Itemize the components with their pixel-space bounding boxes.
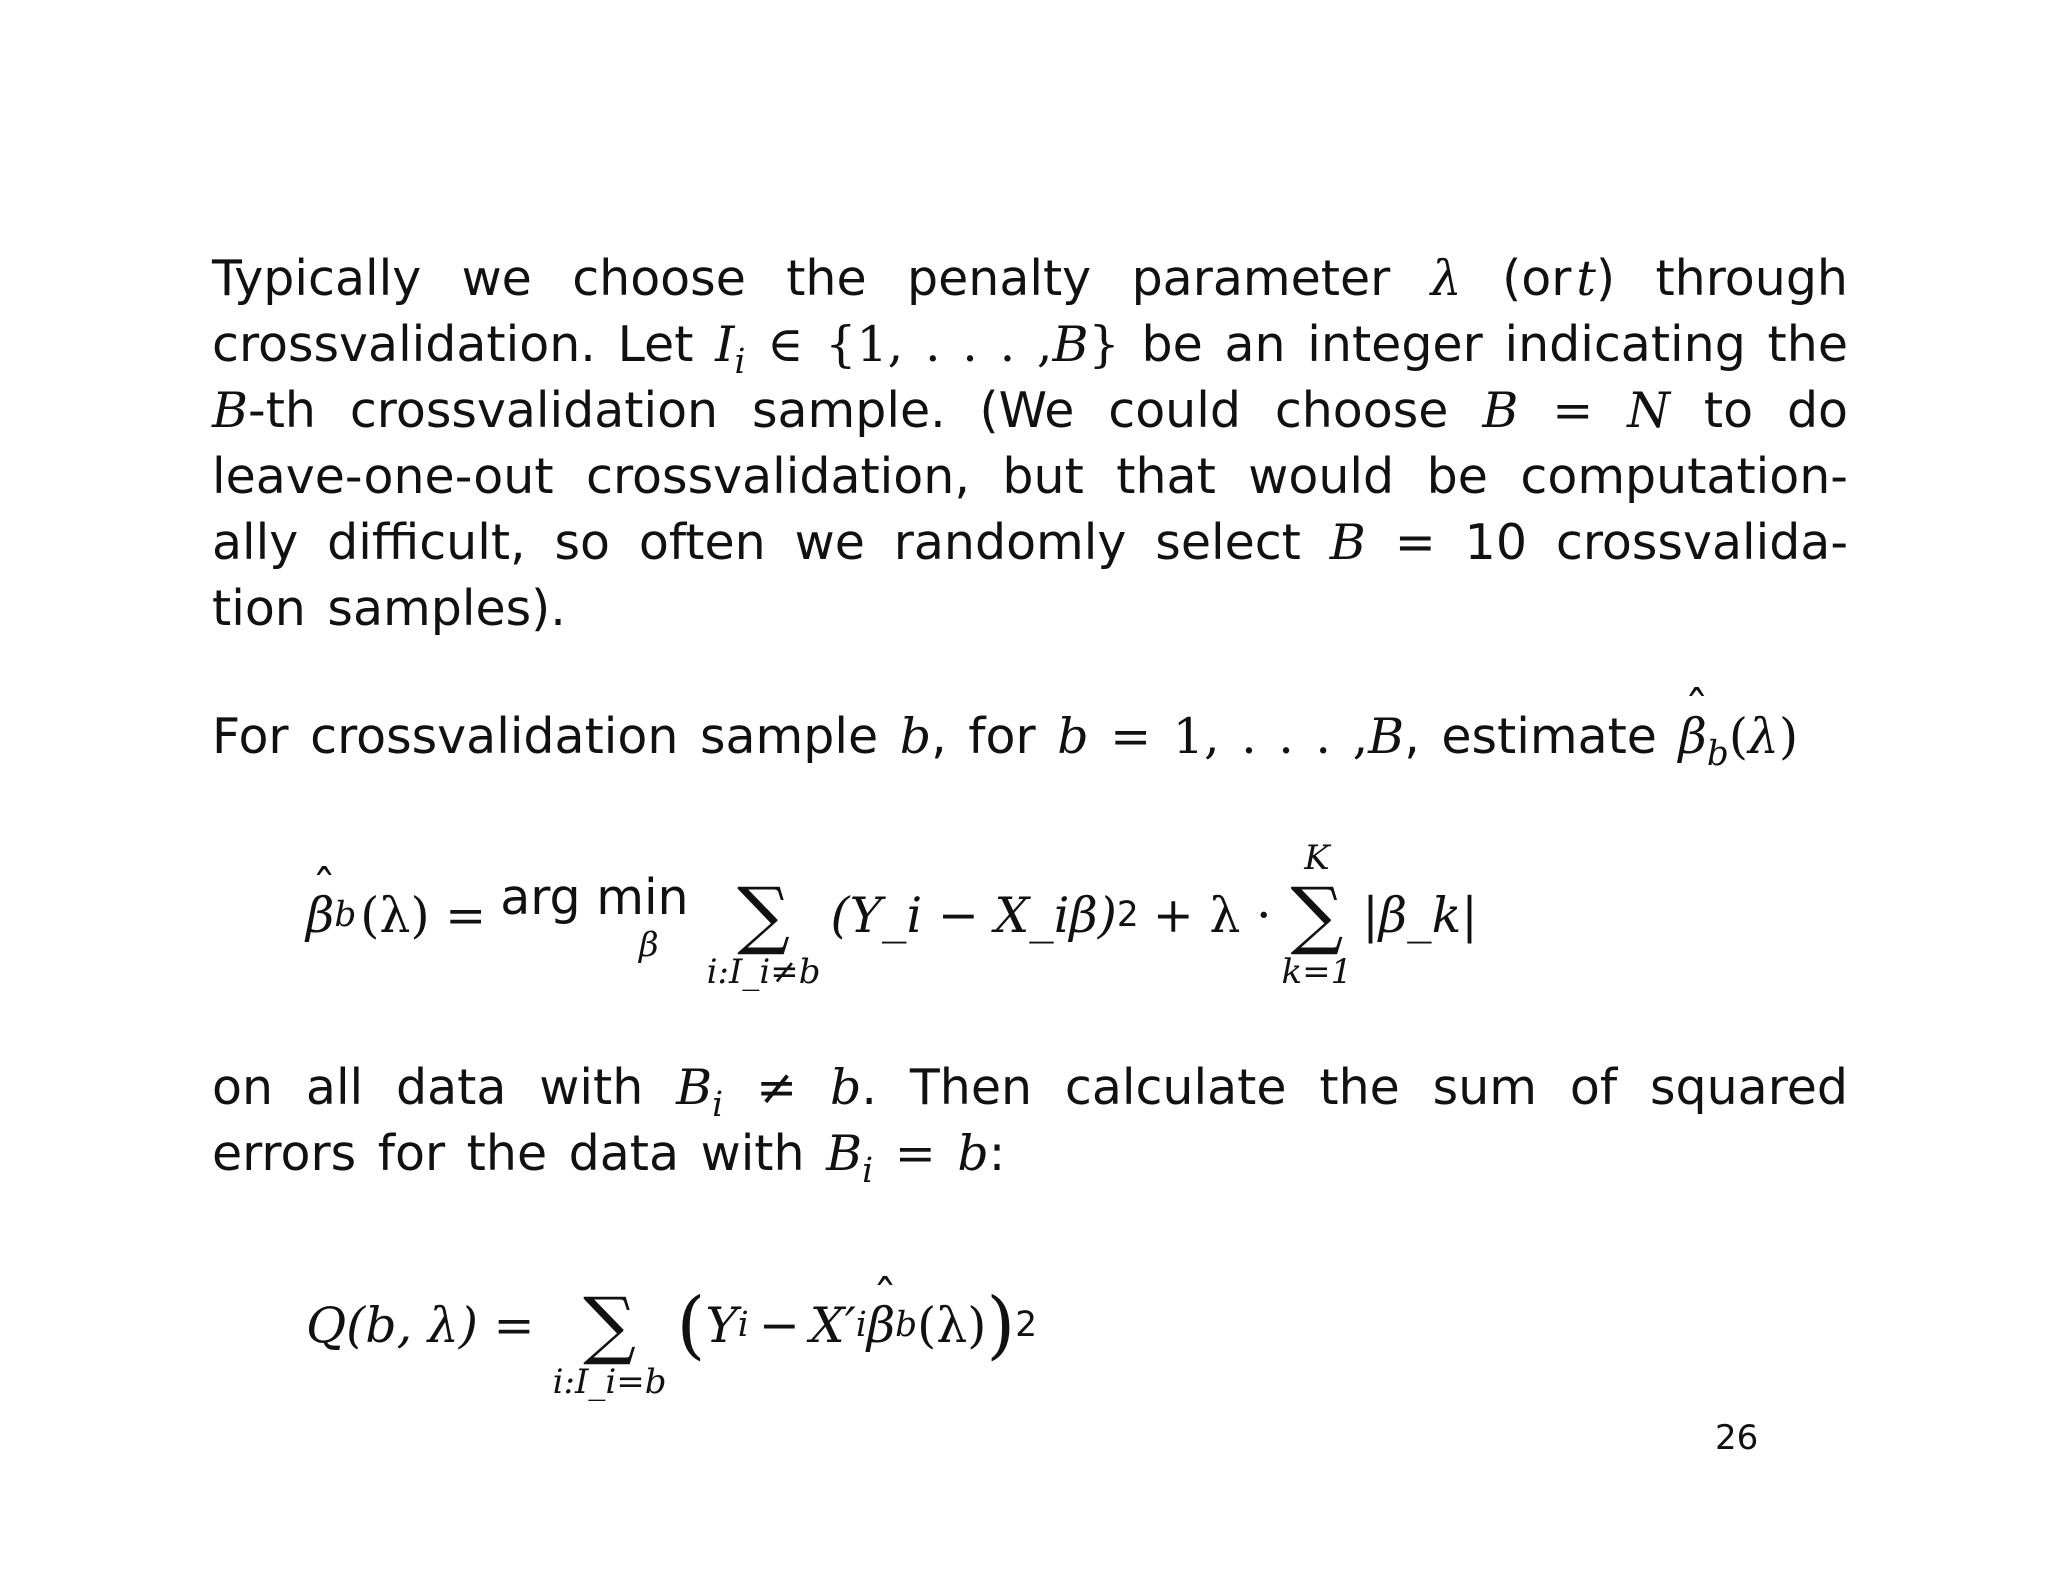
plus-lambda: + λ · — [1152, 886, 1272, 944]
p1-line-2: crossvalidation. Let $I_i$ ∈ {1, . . . ,B} be an integer indicating the — [212, 316, 1848, 382]
left-paren: ( — [676, 1282, 706, 1368]
p1-line-5: ally difficult, so often we randomly select B = 10 crossvalida- — [212, 514, 1849, 571]
squared-term: (Y_i − X_iβ) — [830, 886, 1117, 944]
abs-beta-k: |β_k| — [1362, 886, 1478, 944]
p1-line-1: Typically we choose the penalty parameter λ (or t) through — [212, 250, 1848, 307]
equation-lasso-estimate: ˆ β b (λ) = arg min β ∑ i:I_i≠b (Y_i − X_iβ) 2 + λ · K ∑ k=1 |β_k| — [306, 838, 1478, 992]
p1-line-6: tion samples). — [212, 580, 566, 637]
page-number: 26 — [1715, 1418, 1759, 1458]
paragraph-3 — [212, 1055, 1849, 1191]
argmin-operator: arg min β — [500, 868, 689, 965]
beta-hat: ˆ β — [306, 887, 334, 944]
p2-line-1: For crossvalidation sample b, for b = 1, . . . ,B, estimate ˆ $\beta_b(\lambda)$ — [212, 704, 1848, 770]
lhs-args: (λ) = — [360, 886, 487, 944]
right-paren: ) — [986, 1282, 1016, 1368]
sum-operator-3: ∑ i:I_i=b — [552, 1282, 667, 1402]
q-lhs: Q(b, λ) = — [306, 1296, 535, 1354]
p3-line-2: errors for the data with $B_i = b$: — [212, 1125, 1006, 1191]
p3-line-1: on all data with $B_i \ne b$. Then calculate the sum of squared — [212, 1059, 1849, 1125]
sum-operator-1: ∑ i:I_i≠b — [706, 872, 821, 992]
paragraph-2 — [212, 704, 1848, 774]
equation-q-sse: Q(b, λ) = ∑ i:I_i=b ( Y i − X ′ i ˆ β b (λ) ) 2 — [306, 1248, 1037, 1402]
p1-line-3: B-th crossvalidation sample. (We could choose B = N to do — [212, 382, 1849, 439]
sum-operator-2: K ∑ k=1 — [1281, 838, 1353, 992]
paragraph-1 — [212, 246, 1848, 642]
p1-line-4: leave-one-out crossvalidation, but that would be computation- — [212, 448, 1848, 505]
